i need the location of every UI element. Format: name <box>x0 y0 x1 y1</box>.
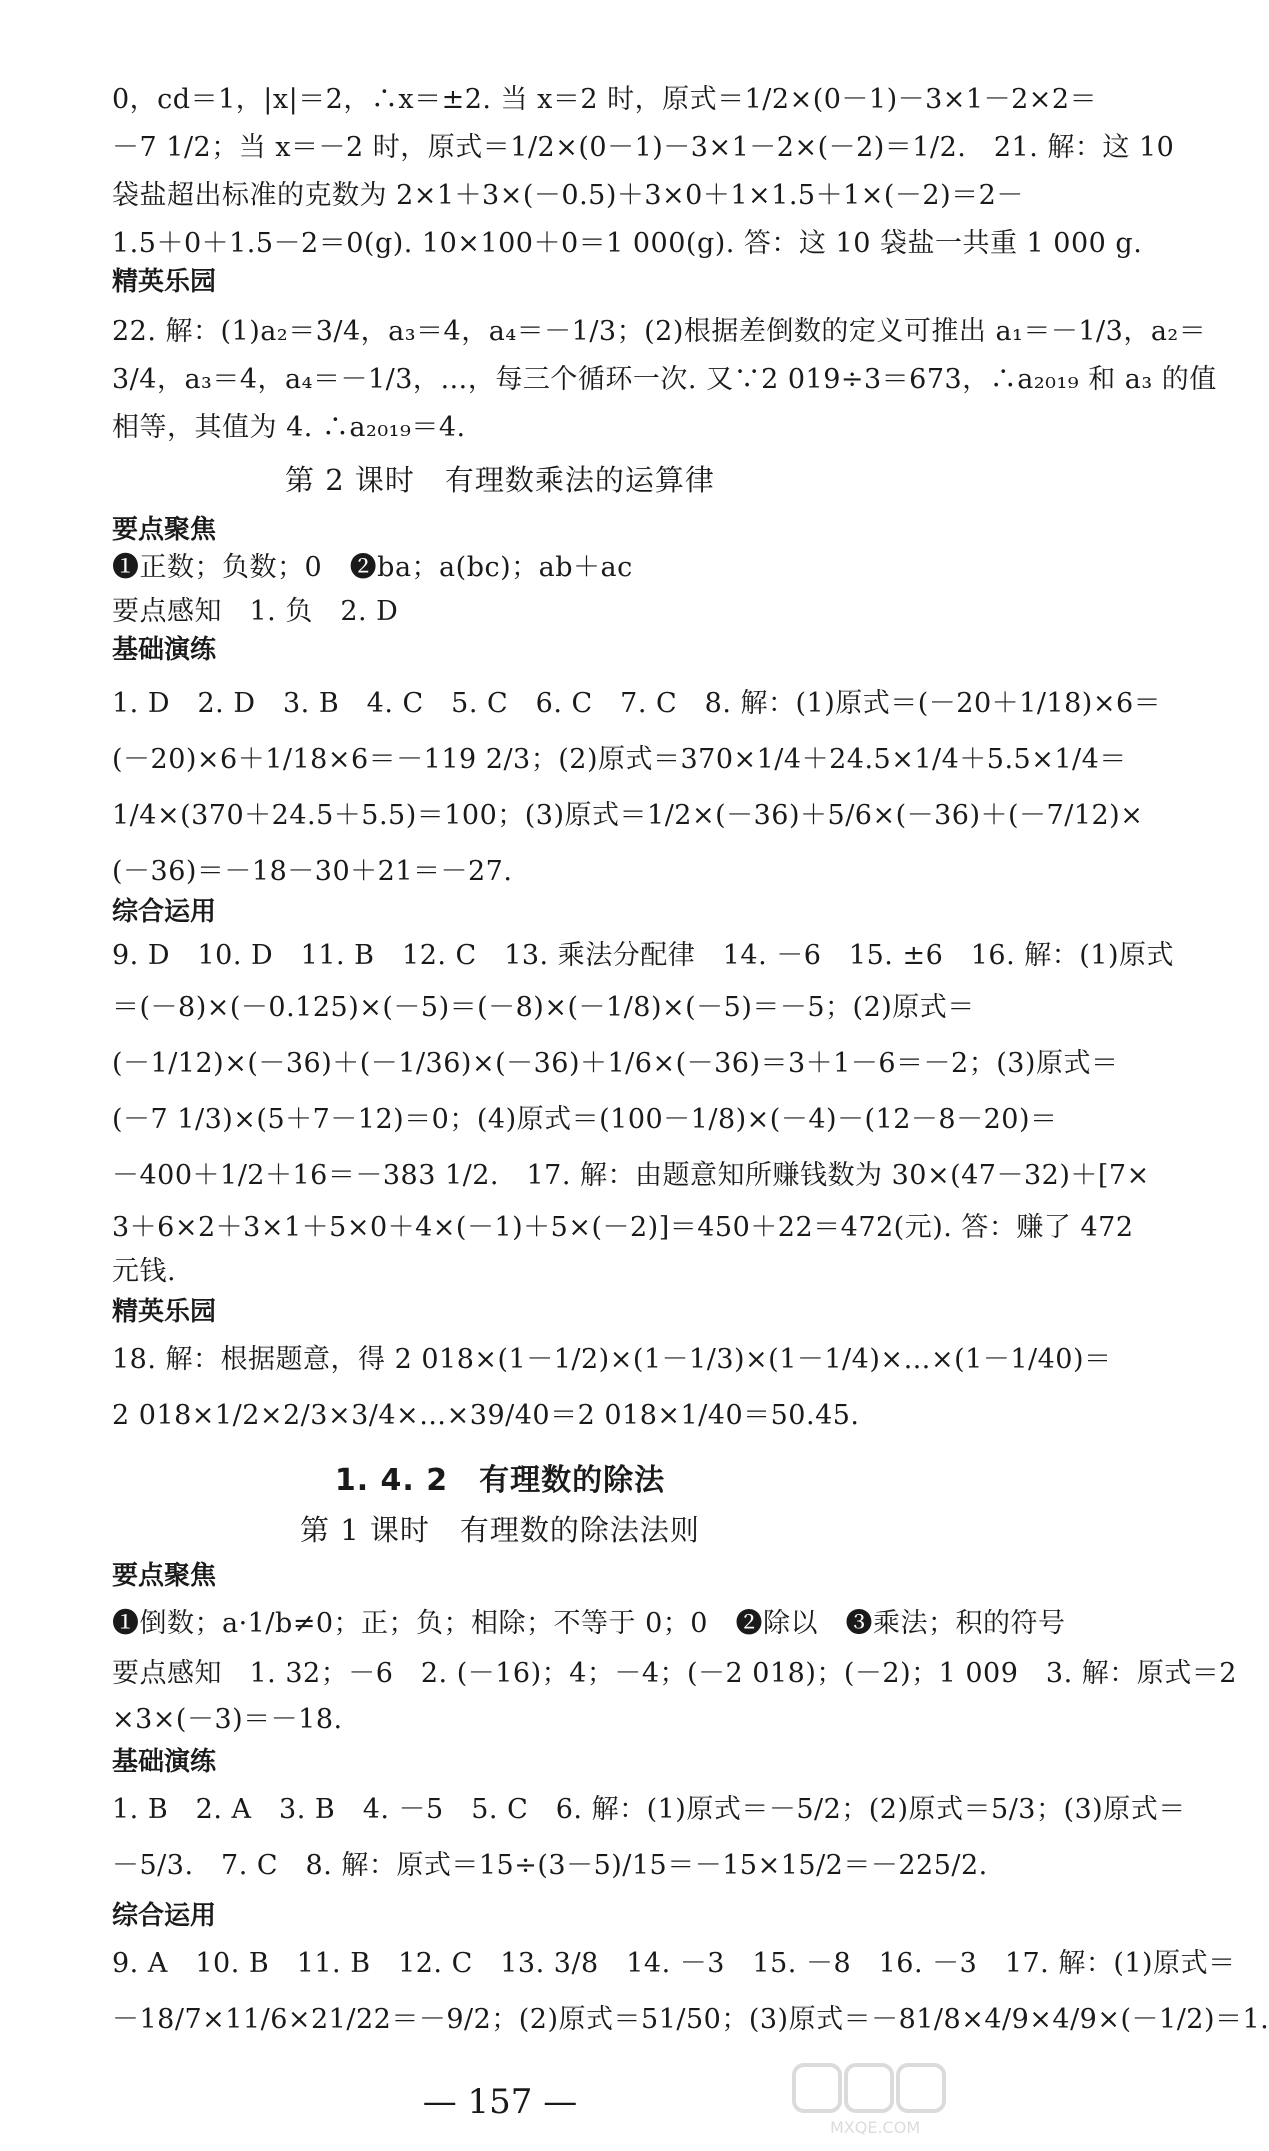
lesson-title: 第 1 课时 有理数的除法法则 <box>300 1513 700 1547</box>
text-line: (－36)＝－18－30＋21＝－27. <box>112 856 513 887</box>
section-header: 综合运用 <box>112 897 217 927</box>
text-line: ×3×(－3)＝－18. <box>112 1704 343 1735</box>
text-line: ❶正数；负数；0 ❷ba；a(bc)；ab＋ac <box>112 552 633 583</box>
section-header: 要点聚焦 <box>112 1561 217 1591</box>
text-line: 袋盐超出标准的克数为 2×1＋3×(－0.5)＋3×0＋1×1.5＋1×(－2)＝2－ <box>112 180 1024 211</box>
text-line: －5/3. 7. C 8. 解：原式＝15÷(3－5)/15＝－15×15/2＝－225/2. <box>112 1850 988 1881</box>
text-line: (－20)×6＋1/18×6＝－119 2/3；(2)原式＝370×1/4＋24.5×1/4＋5.5×1/4＝ <box>112 744 1127 775</box>
lesson-title: 第 2 课时 有理数乘法的运算律 <box>285 463 715 497</box>
text-line: 0，cd＝1，|x|＝2，∴x＝±2. 当 x＝2 时，原式＝1/2×(0－1)－3×1－2×2＝ <box>112 84 1098 115</box>
text-line: 3＋6×2＋3×1＋5×0＋4×(－1)＋5×(－2)]＝450＋22＝472(元). 答：赚了 472 <box>112 1212 1134 1243</box>
text-line: 22. 解：(1)a₂＝3/4，a₃＝4，a₄＝－1/3；(2)根据差倒数的定义可推出 a₁＝－1/3，a₂＝ <box>112 316 1207 347</box>
section-header: 精英乐园 <box>112 267 217 297</box>
text-line: －400＋1/2＋16＝－383 1/2. 17. 解：由题意知所赚钱数为 30×(47－32)＋[7× <box>112 1160 1150 1191</box>
text-line: －7 1/2；当 x＝－2 时，原式＝1/2×(0－1)－3×1－2×(－2)＝1/2. 21. 解：这 10 <box>112 132 1175 163</box>
text-line: 2 018×1/2×2/3×3/4×…×39/40＝2 018×1/40＝50.45. <box>112 1400 860 1431</box>
text-line: 1.5＋0＋1.5－2＝0(g). 10×100＋0＝1 000(g). 答：这 10 袋盐一共重 1 000 g. <box>112 228 1143 259</box>
watermark-logo-icon <box>790 2059 980 2139</box>
text-line: 1. D 2. D 3. B 4. C 5. C 6. C 7. C 8. 解：(1)原式＝(－20＋1/18)×6＝ <box>112 688 1162 719</box>
text-line: －18/7×11/6×21/22＝－9/2；(2)原式＝51/50；(3)原式＝－81/8×4/9×4/9×(－1/2)＝1. <box>112 2004 1269 2035</box>
text-line: 9. D 10. D 11. B 12. C 13. 乘法分配律 14. －6 15. ±6 16. 解：(1)原式 <box>112 940 1175 971</box>
text-line: 元钱. <box>112 1256 177 1287</box>
page-number: — 157 — <box>422 2082 578 2122</box>
text-line: 3/4，a₃＝4，a₄＝－1/3，…，每三个循环一次. 又∵2 019÷3＝673，∴a₂₀₁₉ 和 a₃ 的值 <box>112 364 1217 395</box>
section-header: 要点聚焦 <box>112 515 217 545</box>
text-line: 1/4×(370＋24.5＋5.5)＝100；(3)原式＝1/2×(－36)＋5/6×(－36)＋(－7/12)× <box>112 800 1144 831</box>
text-line: (－1/12)×(－36)＋(－1/36)×(－36)＋1/6×(－36)＝3＋1－6＝－2；(3)原式＝ <box>112 1048 1119 1079</box>
section-header: 精英乐园 <box>112 1297 217 1327</box>
section-header: 综合运用 <box>112 1901 217 1931</box>
text-line: 相等，其值为 4. ∴a₂₀₁₉＝4. <box>112 412 466 443</box>
section-header: 基础演练 <box>112 1747 217 1777</box>
section-title: 1. 4. 2 有理数的除法 <box>334 1463 666 1498</box>
text-line: 要点感知 1. 负 2. D <box>112 596 399 627</box>
text-line: 9. A 10. B 11. B 12. C 13. 3/8 14. －3 15. －8 16. －3 17. 解：(1)原式＝ <box>112 1948 1236 1979</box>
text-line: 要点感知 1. 32；－6 2. (－16)；4；－4；(－2 018)；(－2)；1 009 3. 解：原式＝2 <box>112 1658 1237 1689</box>
section-header: 基础演练 <box>112 635 217 665</box>
text-line: 1. B 2. A 3. B 4. －5 5. C 6. 解：(1)原式＝－5/2；(2)原式＝5/3；(3)原式＝ <box>112 1794 1186 1825</box>
text-line: (－7 1/3)×(5＋7－12)＝0；(4)原式＝(100－1/8)×(－4)－(12－8－20)＝ <box>112 1104 1058 1135</box>
text-line: 18. 解：根据题意，得 2 018×(1－1/2)×(1－1/3)×(1－1/4)×…×(1－1/40)＝ <box>112 1344 1112 1375</box>
text-line: ＝(－8)×(－0.125)×(－5)＝(－8)×(－1/8)×(－5)＝－5；(2)原式＝ <box>112 992 975 1023</box>
text-line: ❶倒数；a·1/b≠0；正；负；相除；不等于 0；0 ❷除以 ❸乘法；积的符号 <box>112 1608 1066 1639</box>
watermark-text: MXQE.COM <box>830 2118 921 2137</box>
